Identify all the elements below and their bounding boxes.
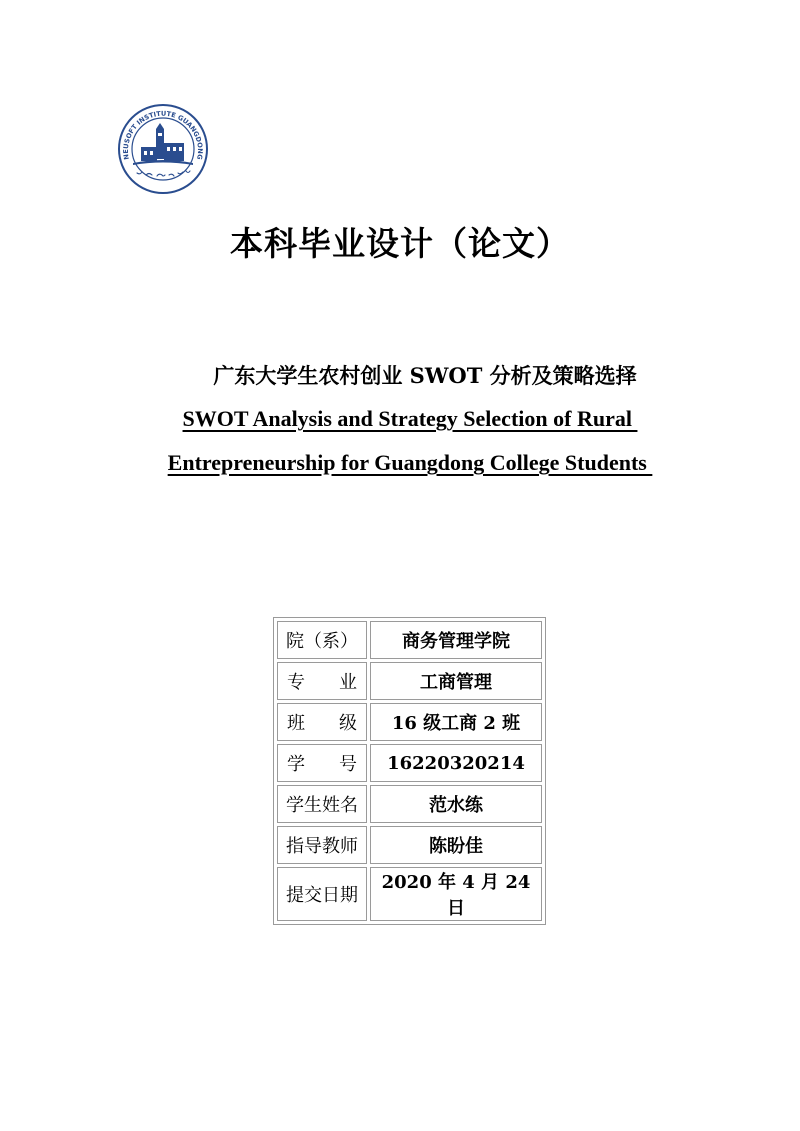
info-row-major — [277, 662, 542, 700]
info-row-advisor — [277, 826, 542, 864]
logo-arc-text: NEUSOFT INSTITUTE GUANGDONG — [121, 109, 205, 161]
info-value: 工商管理 — [370, 662, 542, 700]
document-type-title: 本科毕业设计（论文） — [230, 224, 570, 263]
thesis-title-chinese: 广东大学生农村创业 SWOT 分析及策略选择 — [213, 363, 637, 388]
info-value: 商务管理学院 — [370, 621, 542, 659]
info-label: 学 号 — [277, 744, 367, 782]
info-row-student-id — [277, 744, 542, 782]
info-label: 院（系） — [277, 621, 367, 659]
info-label: 学生姓名 — [277, 785, 367, 823]
info-value: 16220320214 — [370, 744, 542, 782]
info-row-submission-date — [277, 867, 542, 921]
info-value: 陈盼佳 — [370, 826, 542, 864]
info-value: 16 级工商 2 班 — [370, 703, 542, 741]
university-logo — [117, 103, 209, 195]
info-label: 专 业 — [277, 662, 367, 700]
info-value: 2020 年 4 月 24 日 — [370, 867, 542, 921]
info-row-department — [277, 621, 542, 659]
info-row-class — [277, 703, 542, 741]
info-label: 班 级 — [277, 703, 367, 741]
info-label: 指导教师 — [277, 826, 367, 864]
thesis-title-english-line-2: Entrepreneurship for Guangdong College Students — [167, 450, 653, 475]
info-row-student-name — [277, 785, 542, 823]
thesis-title-english-line-1: SWOT Analysis and Strategy Selection of Rural — [182, 406, 638, 431]
info-value: 范水练 — [370, 785, 542, 823]
info-label: 提交日期 — [277, 867, 367, 921]
student-info-table — [273, 617, 546, 925]
